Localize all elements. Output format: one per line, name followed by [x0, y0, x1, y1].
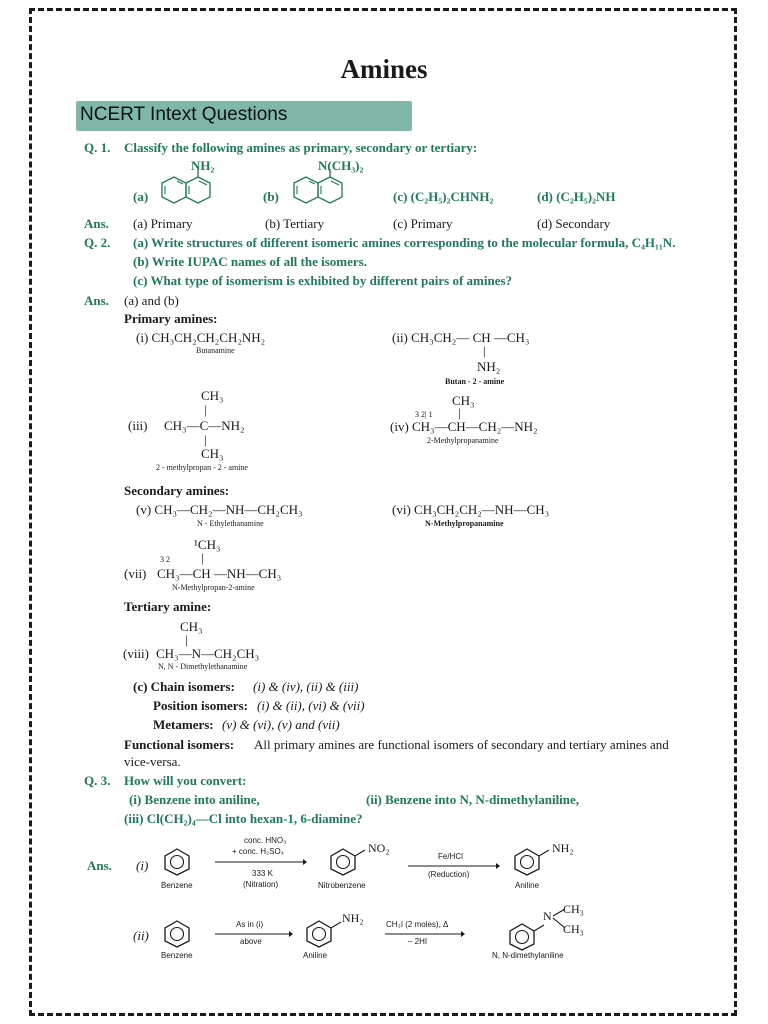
q1-d: (d) (C₂H₅)₂NH	[537, 189, 616, 204]
isomer-vii-label: (vii)	[124, 566, 147, 581]
isomer-iii-bond-top: |	[204, 402, 207, 417]
q1-ans-d: (d) Secondary	[537, 216, 611, 231]
q1-ans-b: (b) Tertiary	[265, 216, 325, 231]
isomer-iii-mid: CH₃—C—NH₂	[164, 418, 245, 433]
isomer-iii-bond-bot: |	[204, 432, 207, 447]
q2-a: (a) Write structures of different isomeric amines corresponding to the molecular formula, C₄H₁₁N.	[133, 235, 676, 250]
isomer-viii-name: N, N - Dimethylethanamine	[158, 662, 248, 671]
q2-b: (b) Write IUPAC names of all the isomers.	[133, 254, 367, 269]
reaction-i-reduction: (Reduction)	[428, 870, 470, 879]
reaction-i-benzene: Benzene	[161, 881, 193, 890]
chain-isomers-label: (c) Chain isomers:	[133, 679, 235, 694]
q1-b-label: (b)	[263, 189, 279, 204]
chain-isomers-value: (i) & (iv), (ii) & (iii)	[253, 679, 359, 694]
isomer-ii-name: Butan - 2 - amine	[445, 377, 505, 386]
q1-a-label: (a)	[133, 189, 149, 204]
isomer-iv-top: CH₃	[452, 393, 475, 408]
position-isomers-value: (i) & (ii), (vi) & (vii)	[257, 698, 365, 713]
reaction-i-reagent-1: conc. HNO₃	[244, 836, 287, 845]
q1-number: Q. 1.	[84, 140, 111, 155]
primary-amines-heading: Primary amines:	[124, 311, 218, 326]
reaction-i-aniline: Aniline	[515, 881, 540, 890]
reaction-i-temp: 333 K	[252, 869, 273, 878]
isomer-iii-top: CH₃	[201, 388, 224, 403]
reaction-ii-as-in: As in (i)	[236, 920, 264, 929]
tertiary-amine-heading: Tertiary amine:	[124, 599, 212, 614]
reaction-ii-ch3-a: CH₃	[563, 902, 584, 916]
isomer-iii-name: 2 - methylpropan - 2 - amine	[156, 463, 248, 472]
q3-i: (i) Benzene into aniline,	[129, 792, 260, 807]
reaction-i-nh2: NH₂	[552, 841, 574, 855]
functional-isomers-text-1: All primary amines are functional isomers of secondary and tertiary amines and	[254, 737, 669, 752]
secondary-amines-heading: Secondary amines:	[124, 483, 230, 498]
isomer-vii-mid: CH₃—CH —NH—CH₃	[157, 566, 282, 581]
reaction-i-arrow-1	[215, 858, 307, 866]
isomer-i-name: Butanamine	[196, 346, 235, 355]
functional-isomers-label: Functional isomers:	[124, 737, 235, 752]
reaction-ii-nh2: NH₂	[342, 911, 364, 925]
reaction-ii-n: N	[543, 909, 552, 923]
isomer-vii-top: ¹CH₃	[194, 537, 221, 552]
q2-c: (c) What type of isomerism is exhibited by different pairs of amines?	[133, 273, 513, 288]
q1-c: (c) (C₂H₅)₂CHNH₂	[393, 189, 494, 204]
isomer-viii-top: CH₃	[180, 619, 203, 634]
isomer-iv-label: (iv)	[390, 419, 409, 434]
isomer-vii-name: N-Methylpropan-2-amine	[172, 583, 255, 592]
isomer-iii-bot: CH₃	[201, 446, 224, 461]
q2-number: Q. 2.	[84, 235, 111, 250]
reaction-i-label: (i)	[136, 858, 149, 873]
q3-ans-label: Ans.	[87, 858, 112, 873]
naphthalene-a-icon	[152, 168, 216, 214]
isomer-vii-nums: 3 2	[160, 555, 170, 564]
reaction-i-nitrobenzene: Nitrobenzene	[318, 881, 366, 890]
isomer-i-formula: (i) CH₃CH₂CH₂CH₂NH₂	[136, 330, 266, 345]
isomer-ii-formula: (ii) CH₃CH₂— CH —CH₃	[392, 330, 530, 345]
q3-number: Q. 3.	[84, 773, 111, 788]
isomer-vii-bond: |	[201, 550, 204, 565]
aniline-ring-icon	[513, 847, 553, 877]
q3-text: How will you convert:	[124, 773, 247, 788]
q1-a-nh2: NH₂	[191, 158, 215, 173]
reaction-ii-label: (ii)	[133, 928, 149, 943]
q1-ans-c: (c) Primary	[393, 216, 453, 231]
reaction-i-no2: NO₂	[368, 841, 390, 855]
reaction-ii-product: N, N-dimethylaniline	[492, 951, 564, 960]
metamers-label: Metamers:	[153, 717, 214, 732]
position-isomers-label: Position isomers:	[153, 698, 248, 713]
isomer-iv-mid: CH₃—CH—CH₂—NH₂	[412, 419, 538, 434]
section-banner-label: NCERT Intext Questions	[80, 104, 288, 125]
q1-b-nme2: N(CH₃)₂	[318, 158, 364, 173]
reaction-ii-reagent: CH₃I (2 moles), Δ	[386, 920, 449, 929]
isomer-ii-bond: |	[483, 343, 486, 358]
functional-isomers-text-2: vice-versa.	[124, 754, 181, 769]
nitrobenzene-ring-icon	[329, 847, 369, 877]
benzene-ring-2-icon	[163, 919, 191, 949]
q1-ans-a: (a) Primary	[133, 216, 193, 231]
isomer-viii-label: (viii)	[123, 646, 149, 661]
q1-text: Classify the following amines as primary, secondary or tertiary:	[124, 140, 478, 155]
isomer-iv-bond: |	[458, 405, 461, 420]
reaction-ii-benzene: Benzene	[161, 951, 193, 960]
section-banner	[76, 101, 412, 131]
isomer-v-formula: (v) CH₃—CH₂—NH—CH₂CH₃	[136, 502, 303, 517]
reaction-ii-above: above	[240, 937, 262, 946]
q2-ans-intro: (a) and (b)	[124, 293, 179, 308]
aniline-ring-2-icon	[305, 919, 345, 949]
isomer-v-name: N - Ethylethanamine	[197, 519, 264, 528]
dimethylaniline-ring-icon	[508, 922, 548, 952]
isomer-iv-name: 2-Methylpropanamine	[427, 436, 499, 445]
q3-iii: (iii) Cl(CH₂)₄—Cl into hexan-1, 6-diamine?	[124, 811, 363, 826]
reaction-i-reagent-2: + conc. H₂SO₄	[232, 847, 284, 856]
page-title: Amines	[340, 54, 428, 84]
q3-ii: (ii) Benzene into N, N-dimethylaniline,	[366, 792, 580, 807]
benzene-ring-icon	[163, 847, 191, 877]
reaction-ii-hi: – 2HI	[408, 937, 428, 946]
q2-ans-label: Ans.	[84, 293, 109, 308]
naphthalene-b-icon	[284, 168, 348, 214]
reaction-ii-aniline: Aniline	[303, 951, 328, 960]
reaction-i-fe-hcl: Fe/HCl	[438, 852, 463, 861]
isomer-iii-label: (iii)	[128, 418, 148, 433]
isomer-vi-name: N-Methylpropanamine	[425, 519, 504, 528]
isomer-vi-formula: (vi) CH₃CH₂CH₂—NH—CH₃	[392, 502, 550, 517]
isomer-ii-nh2: NH₂	[477, 359, 501, 374]
isomer-viii-bond: |	[185, 632, 188, 647]
reaction-ii-ch3-b: CH₃	[563, 922, 584, 936]
isomer-viii-mid: CH₃—N—CH₂CH₃	[156, 646, 260, 661]
metamers-value: (v) & (vi), (v) and (vii)	[222, 717, 340, 732]
reaction-i-arrow-2	[408, 862, 500, 870]
reaction-i-nitration: (Nitration)	[243, 880, 279, 889]
isomer-iv-nums: 3 2| 1	[415, 410, 433, 419]
q1-ans-label: Ans.	[84, 216, 109, 231]
